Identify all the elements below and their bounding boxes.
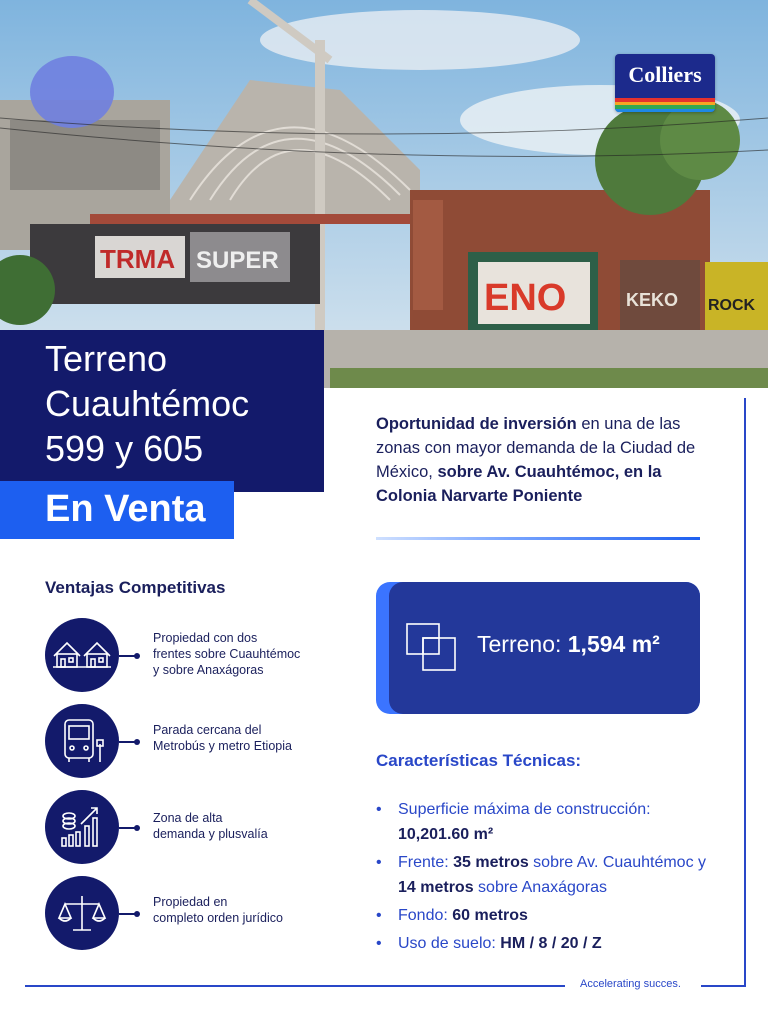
- advantage-icon-circle: [45, 876, 119, 950]
- advantage-item: [45, 704, 345, 778]
- frame-line-bottom-left: [25, 985, 565, 987]
- bus-icon: [45, 704, 119, 778]
- advantage-item: [45, 876, 345, 950]
- title-line: Terreno: [45, 338, 168, 379]
- list-item: • Fondo: 60 metros: [376, 903, 716, 928]
- advantage-text: Propiedad en completo orden jurídico: [153, 895, 283, 925]
- frame-line-bottom-right: [701, 985, 746, 987]
- scales-icon: [45, 876, 119, 950]
- advantage-item: [45, 790, 345, 864]
- intro-paragraph: [376, 412, 706, 508]
- graffiti-tag: SUPER: [196, 247, 279, 274]
- graffiti-tag: ROCK: [708, 297, 756, 314]
- divider: [376, 537, 700, 540]
- title-line: 599 y 605: [45, 428, 204, 469]
- advantage-text: Parada cercana del Metrobús y metro Etiopia: [153, 723, 292, 753]
- area-label: Terreno:: [477, 631, 568, 657]
- list-item: • Superficie máxima de construcción: 10,201.60 m²: [376, 797, 716, 847]
- advantage-icon-circle: [45, 790, 119, 864]
- technical-list: [376, 797, 716, 959]
- advantages-title: Ventajas Competitivas: [45, 578, 226, 597]
- intro-bold: sobre Av. Cuauhtémoc, en la Colonia Narvarte Poniente: [376, 463, 662, 505]
- colliers-logo: [615, 54, 715, 112]
- area-squares-icon: [405, 622, 459, 674]
- coins-growth-icon: [45, 790, 119, 864]
- title-box: [0, 330, 324, 492]
- area-value: 1,594 m²: [567, 631, 660, 657]
- advantage-text: Propiedad con dos frentes sobre Cuauhtémoc y sobre Anaxágoras: [153, 631, 301, 677]
- advantage-icon-circle: [45, 704, 119, 778]
- graffiti-tag: ТRMA: [100, 244, 176, 274]
- graffiti-tag: KEKO: [626, 290, 679, 310]
- houses-icon: [45, 618, 119, 692]
- intro-bold: Oportunidad de inversión: [376, 415, 577, 433]
- footer-tagline: Accelerating succes.: [580, 978, 681, 990]
- status-banner: [0, 481, 234, 539]
- graffiti-tag: ENO: [484, 277, 567, 319]
- area-text: [477, 631, 660, 658]
- advantage-item: [45, 618, 345, 692]
- intro-text: en una de las zonas con mayor demanda de la Ciudad de México,: [376, 415, 696, 481]
- frame-line-vertical: [744, 398, 746, 986]
- list-item: • Uso de suelo: HM / 8 / 20 / Z: [376, 931, 716, 956]
- advantage-icon-circle: [45, 618, 119, 692]
- status-text: En Venta: [45, 488, 206, 530]
- technical-title: Características Técnicas:: [376, 751, 582, 770]
- title-line: Cuauhtémoc: [45, 383, 250, 424]
- logo-stripes: [615, 98, 715, 112]
- list-item: • Frente: 35 metros sobre Av. Cuauhtémoc y 14 metros sobre Anaxágoras: [376, 850, 716, 900]
- logo-text: Colliers: [628, 62, 702, 87]
- advantage-text: Zona de alta demanda y plusvalía: [153, 811, 268, 841]
